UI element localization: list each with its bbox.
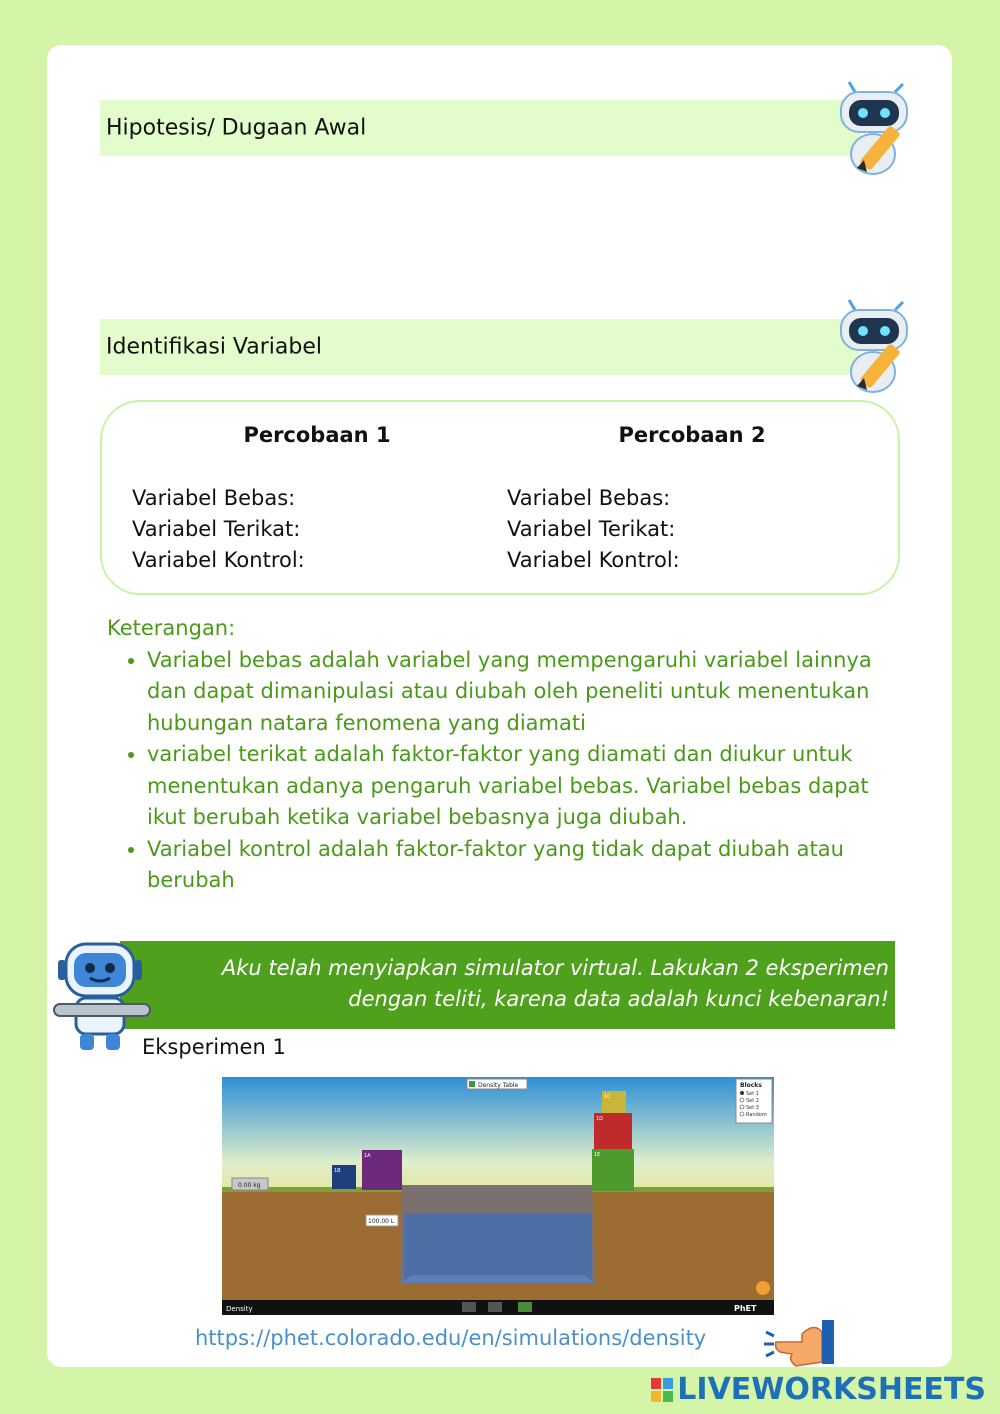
svg-text:Set 3: Set 3 xyxy=(746,1105,759,1111)
variables-header xyxy=(100,319,860,375)
svg-text:1B: 1B xyxy=(334,1168,341,1174)
hypothesis-title: Hipotesis/ Dugaan Awal xyxy=(106,115,367,141)
variables-title: Identifikasi Variabel xyxy=(106,334,323,360)
variables-box xyxy=(100,400,900,595)
pointing-hand-icon xyxy=(762,1312,840,1372)
experiment-2-column xyxy=(507,420,877,576)
svg-text:Random: Random xyxy=(746,1112,767,1118)
scale-readout: 0.00 kg xyxy=(238,1182,261,1189)
notes-list xyxy=(107,645,907,897)
banner-line-1: Aku telah menyiapkan simulator virtual. Lakukan 2 eksperimen xyxy=(221,956,889,980)
density-simulation-screenshot[interactable] xyxy=(222,1077,774,1315)
independent-variable-label: Variabel Bebas: xyxy=(507,486,671,510)
banner-line-2: dengan teliti, karena data adalah kunci kebenaran! xyxy=(348,987,889,1011)
footer-brand: LIVEWORKSHEETS xyxy=(677,1372,986,1407)
blocks-panel-title: Blocks xyxy=(740,1082,762,1089)
liveworksheets-icon xyxy=(651,1378,673,1402)
experiment-1-column xyxy=(132,420,502,576)
instruction-banner xyxy=(120,941,895,1029)
independent-variable-label: Variabel Bebas: xyxy=(132,486,296,510)
svg-text:Set 1: Set 1 xyxy=(746,1091,759,1097)
robot-pencil-icon xyxy=(833,298,917,394)
svg-text:Set 2: Set 2 xyxy=(746,1098,759,1104)
volume-readout: 100.00 L xyxy=(368,1218,395,1225)
simulation-scene xyxy=(222,1077,774,1315)
notes-section xyxy=(107,613,907,897)
phet-logo: PhET xyxy=(734,1304,757,1313)
dependent-variable-label: Variabel Terikat: xyxy=(507,517,676,541)
control-variable-label: Variabel Kontrol: xyxy=(132,548,305,572)
experiment-1-heading: Percobaan 1 xyxy=(243,423,391,447)
svg-text:1C: 1C xyxy=(604,1094,611,1100)
note-dependent: • variabel terikat adalah faktor-faktor yang diamati dan diukur untuk menentukan adanya pengaruh variabel bebas. Variabel bebas dapat ikut berubah ketika variabel bebasnya juga diubah. xyxy=(147,739,907,834)
svg-text:1D: 1D xyxy=(596,1116,604,1122)
note-independent: • Variabel bebas adalah variabel yang mempengaruhi variabel lainnya dan dapat dimanipulasi atau diubah oleh peneliti untuk menentukan hubungan natara fenomena yang diamati xyxy=(147,645,907,740)
control-variable-label: Variabel Kontrol: xyxy=(507,548,680,572)
svg-text:1E: 1E xyxy=(594,1152,601,1158)
dependent-variable-label: Variabel Terikat: xyxy=(132,517,301,541)
note-control: • Variabel kontrol adalah faktor-faktor yang tidak dapat diubah atau berubah xyxy=(147,834,907,897)
hypothesis-header xyxy=(100,100,860,156)
simulation-link[interactable]: https://phet.colorado.edu/en/simulations/density xyxy=(195,1326,707,1350)
robot-pencil-icon xyxy=(833,80,917,176)
svg-text:1A: 1A xyxy=(364,1153,371,1159)
sim-title: Density xyxy=(226,1305,253,1313)
banner-text xyxy=(222,953,889,1015)
density-table-label: Density Table xyxy=(478,1082,519,1089)
liveworksheets-logo xyxy=(651,1372,986,1407)
robot-wrench-icon xyxy=(52,938,152,1054)
notes-title: Keterangan: xyxy=(107,616,236,640)
experiment-2-heading: Percobaan 2 xyxy=(618,423,766,447)
experiment-1-label: Eksperimen 1 xyxy=(142,1035,286,1059)
